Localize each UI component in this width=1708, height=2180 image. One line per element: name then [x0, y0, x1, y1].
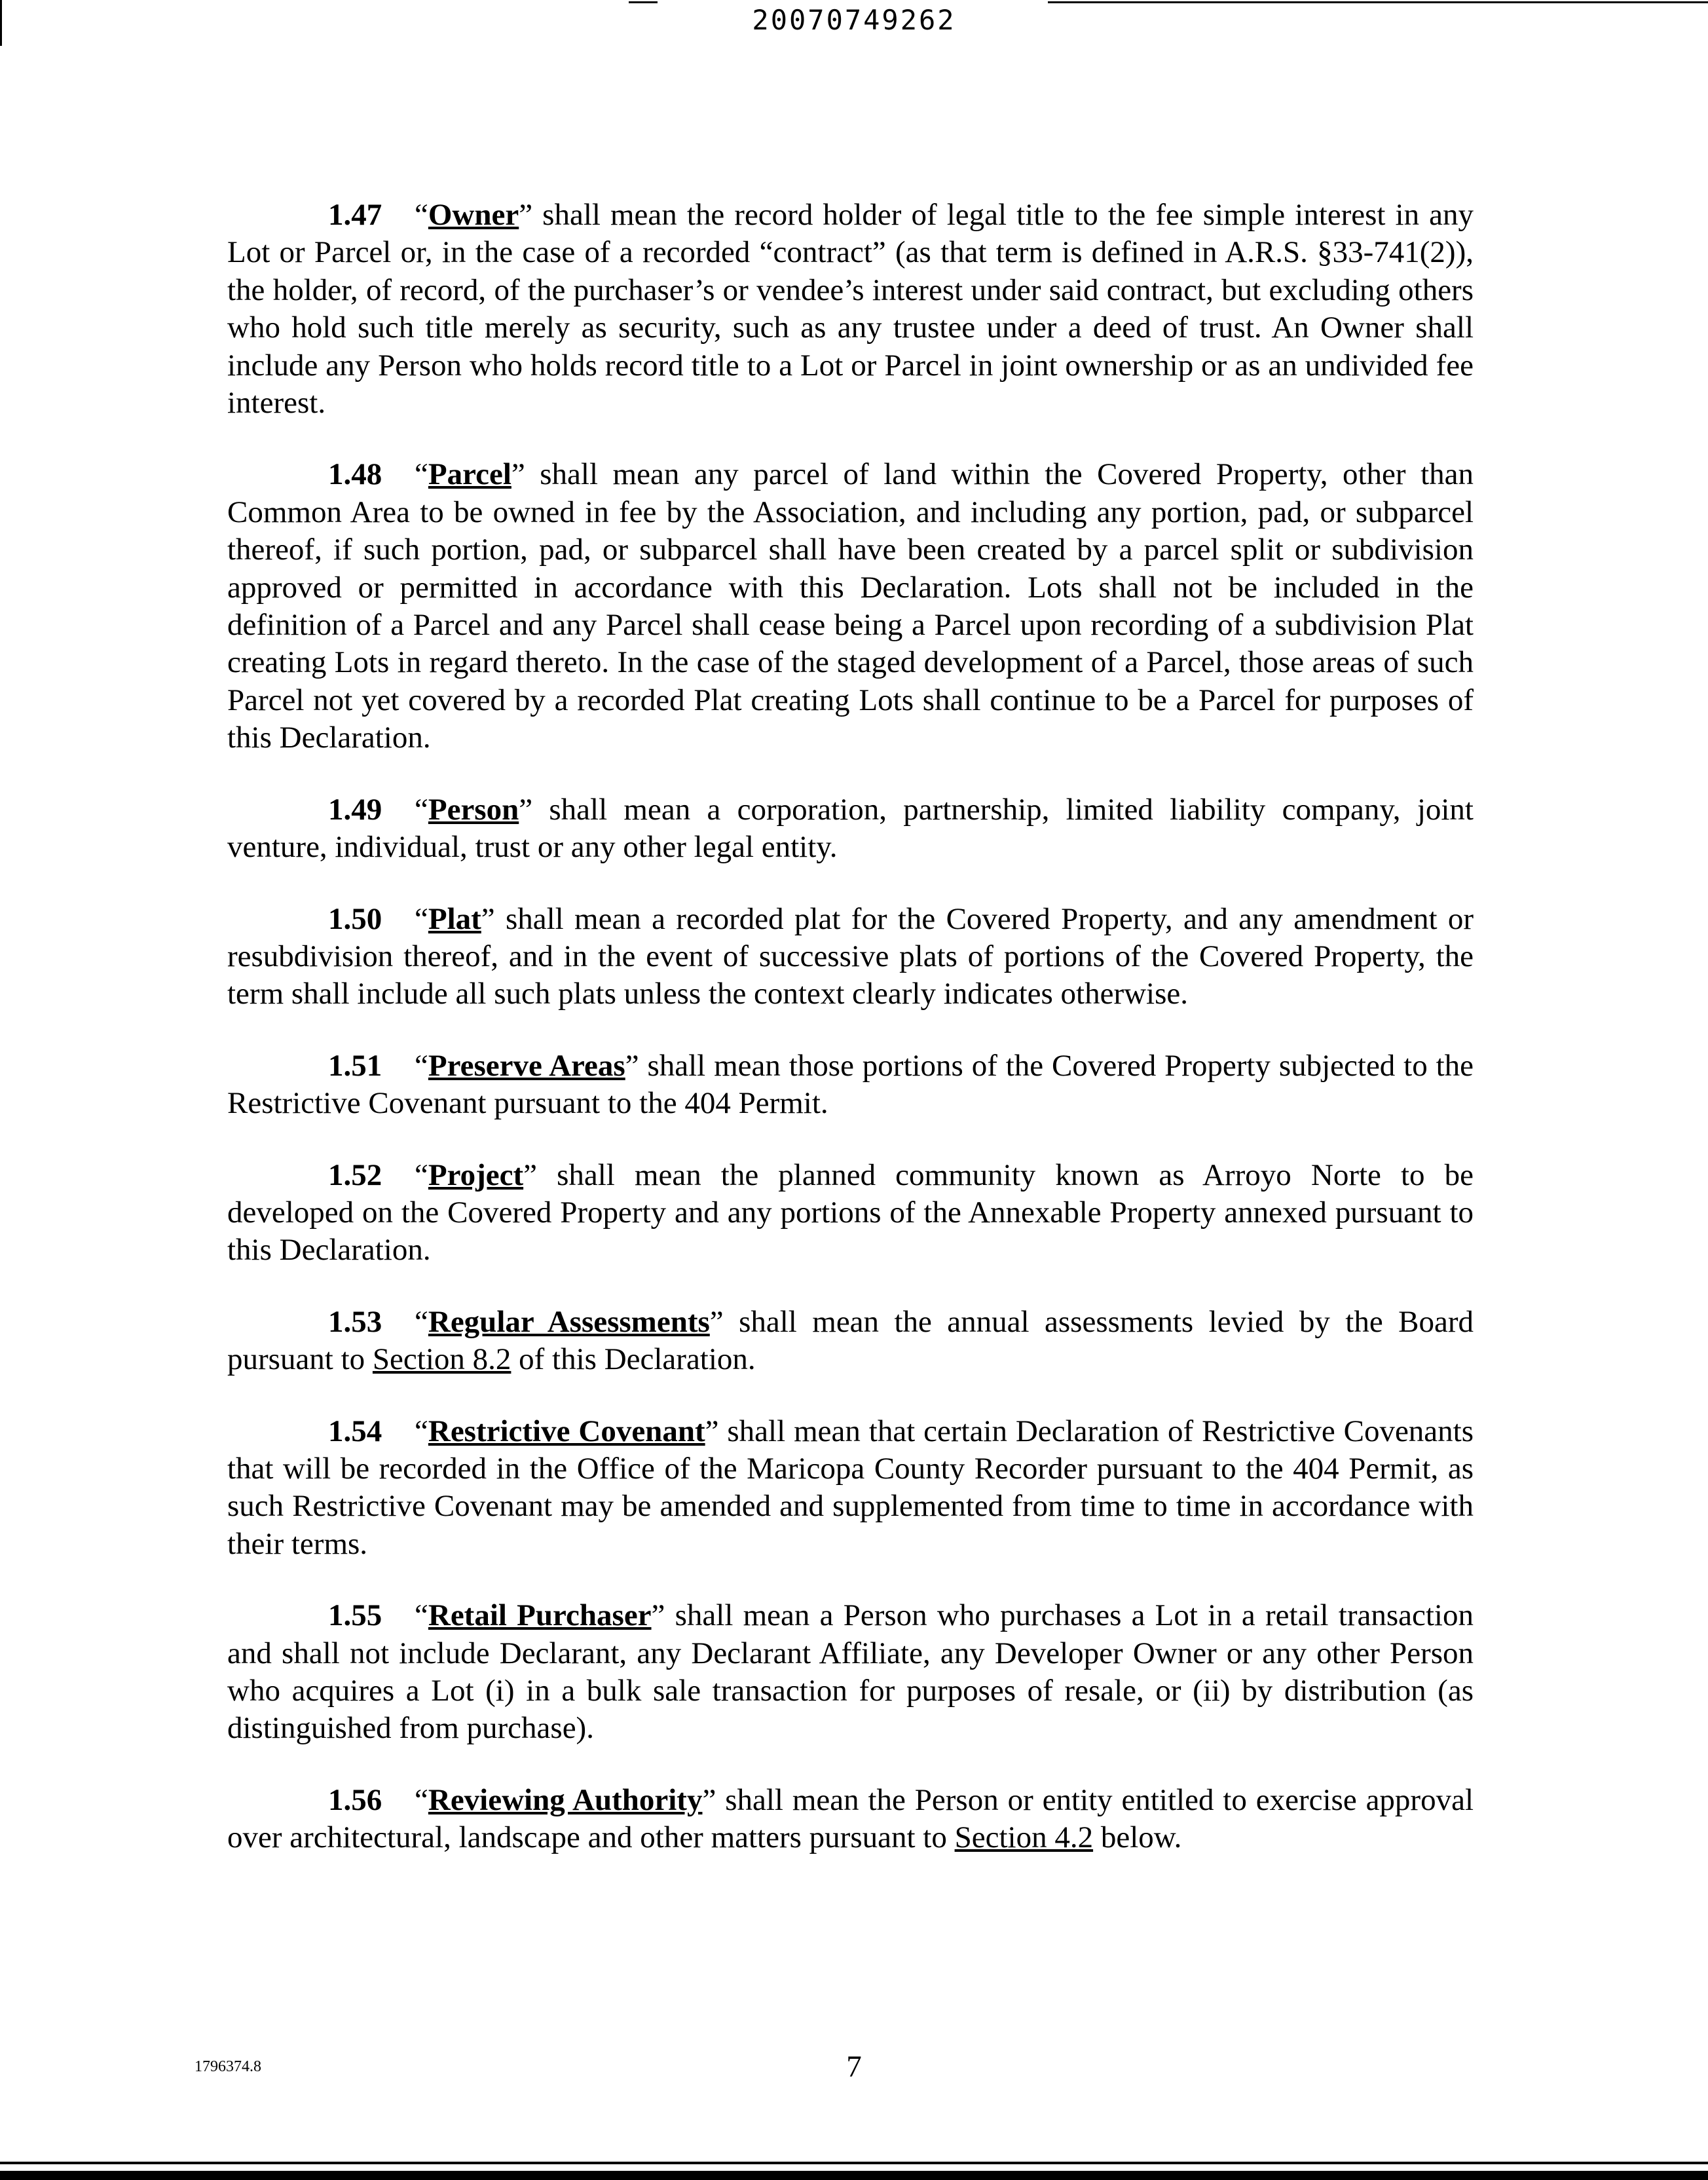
section-number: 1.49	[328, 792, 382, 827]
section-number: 1.56	[328, 1782, 382, 1817]
open-quote: “	[415, 1414, 428, 1448]
page-number: 7	[846, 2050, 862, 2084]
definition-paragraph	[227, 1413, 1474, 1564]
definition-text-end: of this Declaration.	[511, 1342, 756, 1377]
definition-text-end: below.	[1093, 1820, 1182, 1855]
definition-paragraph	[227, 901, 1474, 1013]
definition-paragraph	[227, 1597, 1474, 1748]
section-number: 1.48	[328, 457, 382, 492]
definition-paragraph	[227, 1047, 1474, 1123]
open-quote: “	[415, 457, 428, 492]
recording-number: 20070749262	[752, 4, 956, 36]
section-number: 1.55	[328, 1598, 382, 1633]
definition-text: ” shall mean any parcel of land within the Covered Property, other than Common Area to be owned in fee by the Association, and including any portion, pad, or subparcel thereof, if such portion, pad, or subparcel shall have been created by a parcel split or subdivision approved or permitted in accordance with this Declaration. Lots shall not be included in the definition of a Parcel and any Parcel shall cease being a Parcel upon recording of a subdivision Plat creating Lots in regard thereto. In the case of the staged development of a Parcel, those areas of such Parcel not yet covered by a recorded Plat creating Lots shall continue to be a Parcel for purposes of this Declaration.	[227, 457, 1474, 755]
section-number: 1.54	[328, 1414, 382, 1448]
section-number: 1.52	[328, 1157, 382, 1192]
definition-text: ” shall mean the planned community known as Arroyo Norte to be developed on the Covered Property and any portions of the Annexable Property annexed pursuant to this Declaration.	[227, 1157, 1474, 1268]
section-number: 1.53	[328, 1304, 382, 1339]
definition-text: ” shall mean the annual assessments levied by the Board pursuant to	[227, 1304, 1474, 1377]
defined-term: Person	[428, 792, 519, 827]
defined-term: Preserve Areas	[428, 1048, 625, 1083]
defined-term: Regular Assessments	[428, 1304, 710, 1339]
open-quote: “	[415, 792, 428, 827]
scan-top-rule	[1048, 1, 1708, 3]
section-number: 1.51	[328, 1048, 382, 1083]
definition-paragraph	[227, 456, 1474, 757]
section-reference: Section 8.2	[372, 1342, 511, 1377]
open-quote: “	[415, 1304, 428, 1339]
document-id: 1796374.8	[195, 2058, 261, 2075]
definition-text: ” shall mean those portions of the Covered Property subjected to the Restrictive Covenant pursuant to the 404 Permit.	[227, 1048, 1474, 1121]
definition-text: ” shall mean a recorded plat for the Covered Property, and any amendment or resubdivision thereof, and in the event of successive plats of portions of the Covered Property, the term shall include all such plats unless the context clearly indicates otherwise.	[227, 901, 1474, 1011]
section-number: 1.50	[328, 901, 382, 936]
definition-paragraph	[227, 1157, 1474, 1269]
open-quote: “	[415, 198, 428, 232]
scan-top-rule	[629, 1, 658, 3]
definition-paragraph	[227, 1782, 1474, 1857]
definition-paragraph	[227, 197, 1474, 422]
defined-term: Restrictive Covenant	[428, 1414, 705, 1448]
defined-term: Parcel	[428, 457, 511, 492]
definition-text: ” shall mean the record holder of legal title to the fee simple interest in any Lot or Parcel or, in the case of a recorded “contract” (as that term is defined in A.R.S. §33-741(2)), the holder, of record, of the purchaser’s or vendee’s interest under said contract, but excluding others who hold such title merely as security, such as any trustee under a deed of trust. An Owner shall include any Person who holds record title to a Lot or Parcel in joint ownership or as an undivided fee interest.	[227, 198, 1474, 421]
definition-paragraph	[227, 1304, 1474, 1379]
open-quote: “	[415, 1598, 428, 1633]
defined-term: Project	[428, 1157, 524, 1192]
open-quote: “	[415, 1157, 428, 1192]
defined-term: Reviewing Authority	[428, 1782, 703, 1817]
defined-term: Plat	[428, 901, 481, 936]
defined-term: Owner	[428, 198, 519, 232]
open-quote: “	[415, 1048, 428, 1083]
defined-term: Retail Purchaser	[428, 1598, 652, 1633]
definition-text: ” shall mean that certain Declaration of Restrictive Covenants that will be recorded in the Office of the Maricopa County Recorder pursuant to the 404 Permit, as such Restrictive Covenant may be amended and supplemented from time to time in accordance with their terms.	[227, 1414, 1474, 1561]
open-quote: “	[415, 901, 428, 936]
section-number: 1.47	[328, 198, 382, 232]
scan-bottom-band	[0, 2171, 1708, 2180]
definition-text: ” shall mean a Person who purchases a Lot in a retail transaction and shall not include Declarant, any Declarant Affiliate, any Developer Owner or any other Person who acquires a Lot (i) in a bulk sale transaction for purposes of resale, or (ii) by distribution (as distinguished from purchase).	[227, 1598, 1474, 1746]
definition-text: ” shall mean the Person or entity entitled to exercise approval over architectural, landscape and other matters pursuant to	[227, 1782, 1474, 1855]
definition-paragraph	[227, 791, 1474, 867]
section-reference: Section 4.2	[954, 1820, 1094, 1855]
scan-bottom-rule	[0, 2162, 1708, 2164]
definition-text: ” shall mean a corporation, partnership, limited liability company, joint venture, individual, trust or any other legal entity.	[227, 792, 1474, 865]
open-quote: “	[415, 1782, 428, 1817]
document-body	[227, 197, 1474, 1891]
